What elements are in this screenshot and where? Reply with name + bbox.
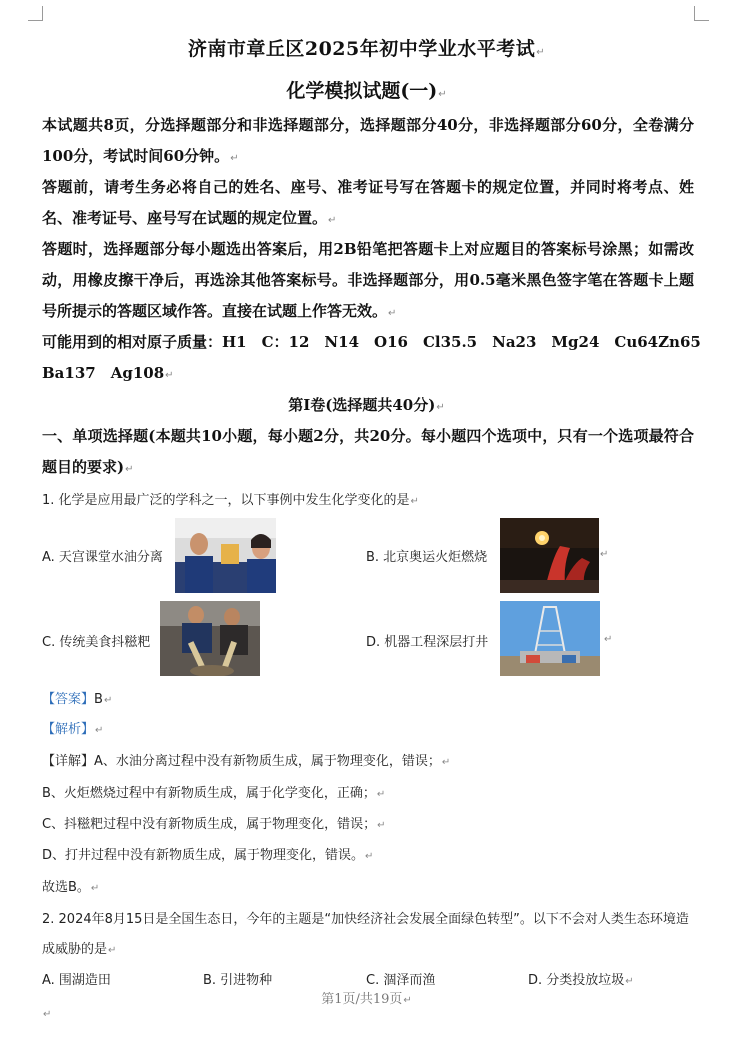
section-title: 第Ⅰ卷(选择题共40分)↵	[288, 396, 445, 414]
paragraph-mark: ↵	[43, 1009, 52, 1020]
paragraph-mark: ↵	[600, 549, 609, 560]
ciba-pounding-photo	[160, 601, 260, 676]
crop-mark-top-left	[28, 6, 43, 21]
option-a: A. 天宫课堂水油分离	[42, 550, 163, 565]
answer-line: 【答案】B↵	[42, 692, 113, 707]
atomic-mass-line: Ba137 Ag108↵	[42, 364, 174, 382]
paragraph-mark: ↵	[604, 634, 613, 645]
exam-title: 济南市章丘区2025年初中学业水平考试↵	[187, 38, 546, 60]
atomic-mass-line: 可能用到的相对原子质量：H1 C：12 N14 O16 Cl35.5 Na23 Mg24 Cu64Zn65	[42, 333, 701, 351]
q2-option-a: A. 围湖造田	[42, 973, 111, 988]
crop-mark-top-right	[694, 6, 709, 21]
q2-option-d: D. 分类投放垃圾↵	[528, 973, 634, 988]
analysis-label: 【解析】↵	[42, 722, 104, 737]
olympic-torch-photo	[500, 518, 599, 593]
detail-line-c: C、抖糍粑过程中没有新物质生成，属于物理变化，错误；↵	[42, 817, 386, 832]
option-d: D. 机器工程深层打井	[366, 635, 489, 650]
q2-option-b: B. 引进物种	[203, 973, 273, 988]
q2-option-c: C. 涸泽而渔	[366, 973, 436, 988]
part-one-heading: 一、单项选择题(本题共10小题，每小题2分，共20分。每小题四个选项中，只有一个选项最符合题目的要求)↵	[42, 427, 694, 476]
exam-subtitle: 化学模拟试题(一)↵	[286, 80, 447, 102]
question-2-stem: 2. 2024年8月15日是全国生态日，今年的主题是“加快经济社会发展全面绿色转型”。以下不会对人类生态环境造成威胁的是↵	[42, 912, 689, 957]
instruction-paragraph: 答题时，选择题部分每小题选出答案后，用2B铅笔把答题卡上对应题目的答案标号涂黑；如需改动，用橡皮擦干净后，再选涂其他答案标号。非选择题部分，用0.5毫米黑色签字笔在答题卡上题号所提示的答题区域作答。直接在试题上作答无效。↵	[42, 240, 694, 320]
instruction-paragraph: 答题前，请考生务必将自己的姓名、座号、准考证号写在答题卡的规定位置，并同时将考点、姓名、准考证号、座号写在试题的规定位置。↵	[42, 178, 694, 227]
option-b: B. 北京奥运火炬燃烧	[366, 550, 488, 565]
space-class-photo	[175, 518, 276, 593]
page-footer: 第1页/共19页↵	[321, 992, 412, 1007]
detail-line-b: B、火炬燃烧过程中有新物质生成，属于化学变化，正确；↵	[42, 786, 386, 801]
detail-line-a: 【详解】A、水油分离过程中没有新物质生成，属于物理变化，错误；↵	[42, 754, 451, 769]
instruction-paragraph: 本试题共8页，分选择题部分和非选择题部分，选择题部分40分，非选择题部分60分，全卷满分100分，考试时间60分钟。↵	[42, 116, 694, 165]
conclusion-line: 故选B。↵	[42, 880, 100, 895]
drilling-rig-photo	[500, 601, 600, 676]
option-c: C. 传统美食抖糍粑	[42, 635, 151, 650]
detail-line-d: D、打井过程中没有新物质生成，属于物理变化，错误。↵	[42, 848, 374, 863]
question-1-stem: 1. 化学是应用最广泛的学科之一，以下事例中发生化学变化的是↵	[42, 493, 419, 508]
